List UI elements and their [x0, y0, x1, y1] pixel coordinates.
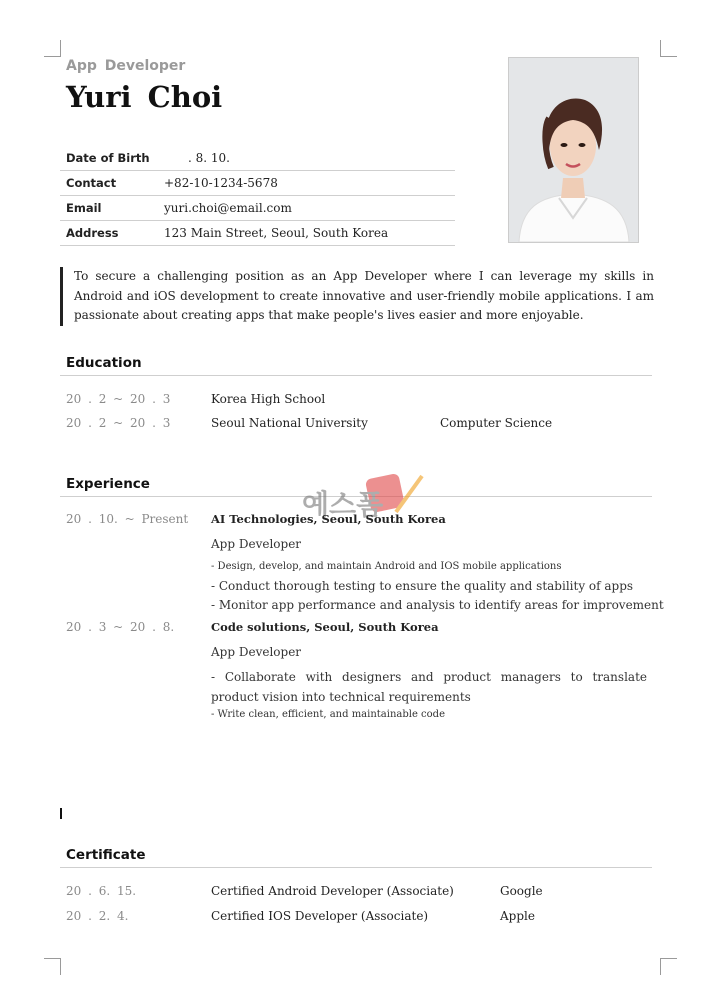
certificate-date: 20 . 6. 15.	[66, 884, 137, 898]
portrait-image	[509, 58, 638, 242]
experience-heading: Experience	[66, 476, 150, 492]
section-divider	[60, 867, 652, 868]
info-label: Address	[66, 226, 119, 240]
education-date: 20 . 2 ~ 20 . 3	[66, 392, 171, 406]
experience-company: Code solutions, Seoul, South Korea	[211, 620, 439, 634]
info-label: Email	[66, 201, 102, 215]
info-value: yuri.choi@email.com	[164, 201, 292, 215]
section-divider	[60, 375, 652, 376]
experience-bullet: - Write clean, efficient, and maintainable code	[211, 709, 445, 720]
info-value: 123 Main Street, Seoul, South Korea	[164, 226, 389, 240]
education-major: Computer Science	[440, 416, 553, 430]
experience-bullet: - Collaborate with designers and product managers to translate product vision into technical requirements	[211, 670, 647, 704]
watermark-text: 예스폼	[302, 488, 384, 521]
corner-mark-top-left	[44, 40, 61, 57]
experience-bullet: - Monitor app performance and analysis to identify areas for improvement	[211, 598, 664, 612]
certificate-issuer: Apple	[500, 909, 535, 923]
education-heading: Education	[66, 355, 142, 371]
education-date: 20 . 2 ~ 20 . 3	[66, 416, 171, 430]
info-row-contact	[60, 171, 455, 196]
info-row-email	[60, 196, 455, 221]
info-value: +82-10-1234-5678	[164, 176, 278, 190]
info-row-birth	[60, 146, 455, 171]
certificate-date: 20 . 2. 4.	[66, 909, 129, 923]
experience-bullet: - Conduct thorough testing to ensure the quality and stability of apps	[211, 579, 634, 593]
candidate-name: Yuri Choi	[66, 80, 223, 114]
education-school: Korea High School	[211, 392, 326, 406]
text-cursor	[60, 808, 62, 819]
corner-mark-bottom-right	[660, 958, 677, 975]
info-value: . 8. 10.	[188, 151, 230, 165]
experience-date: 20 . 10. ~ Present	[66, 512, 189, 526]
personal-info-table	[60, 146, 455, 246]
info-label: Contact	[66, 176, 117, 190]
corner-mark-bottom-left	[44, 958, 61, 975]
experience-role: App Developer	[211, 645, 302, 659]
certificate-name: Certified IOS Developer (Associate)	[211, 909, 429, 923]
info-label: Date of Birth	[66, 151, 150, 165]
experience-bullet: - Design, develop, and maintain Android and IOS mobile applications	[211, 561, 562, 572]
job-title: App Developer	[66, 58, 186, 74]
experience-date: 20 . 3 ~ 20 . 8.	[66, 620, 175, 634]
info-row-address	[60, 221, 455, 246]
certificate-heading: Certificate	[66, 847, 146, 863]
experience-company: AI Technologies, Seoul, South Korea	[211, 512, 446, 526]
corner-mark-top-right	[660, 40, 677, 57]
certificate-name: Certified Android Developer (Associate)	[211, 884, 454, 898]
experience-role: App Developer	[211, 537, 302, 551]
profile-photo	[508, 57, 639, 243]
summary-paragraph: To secure a challenging position as an App Developer where I can leverage my skills in Android and iOS development to create innovative and user-friendly mobile applications. I am passionate about creating apps that make people's lives easier and more enjoyable.	[60, 267, 654, 326]
education-school: Seoul National University	[211, 416, 368, 430]
certificate-issuer: Google	[500, 884, 543, 898]
